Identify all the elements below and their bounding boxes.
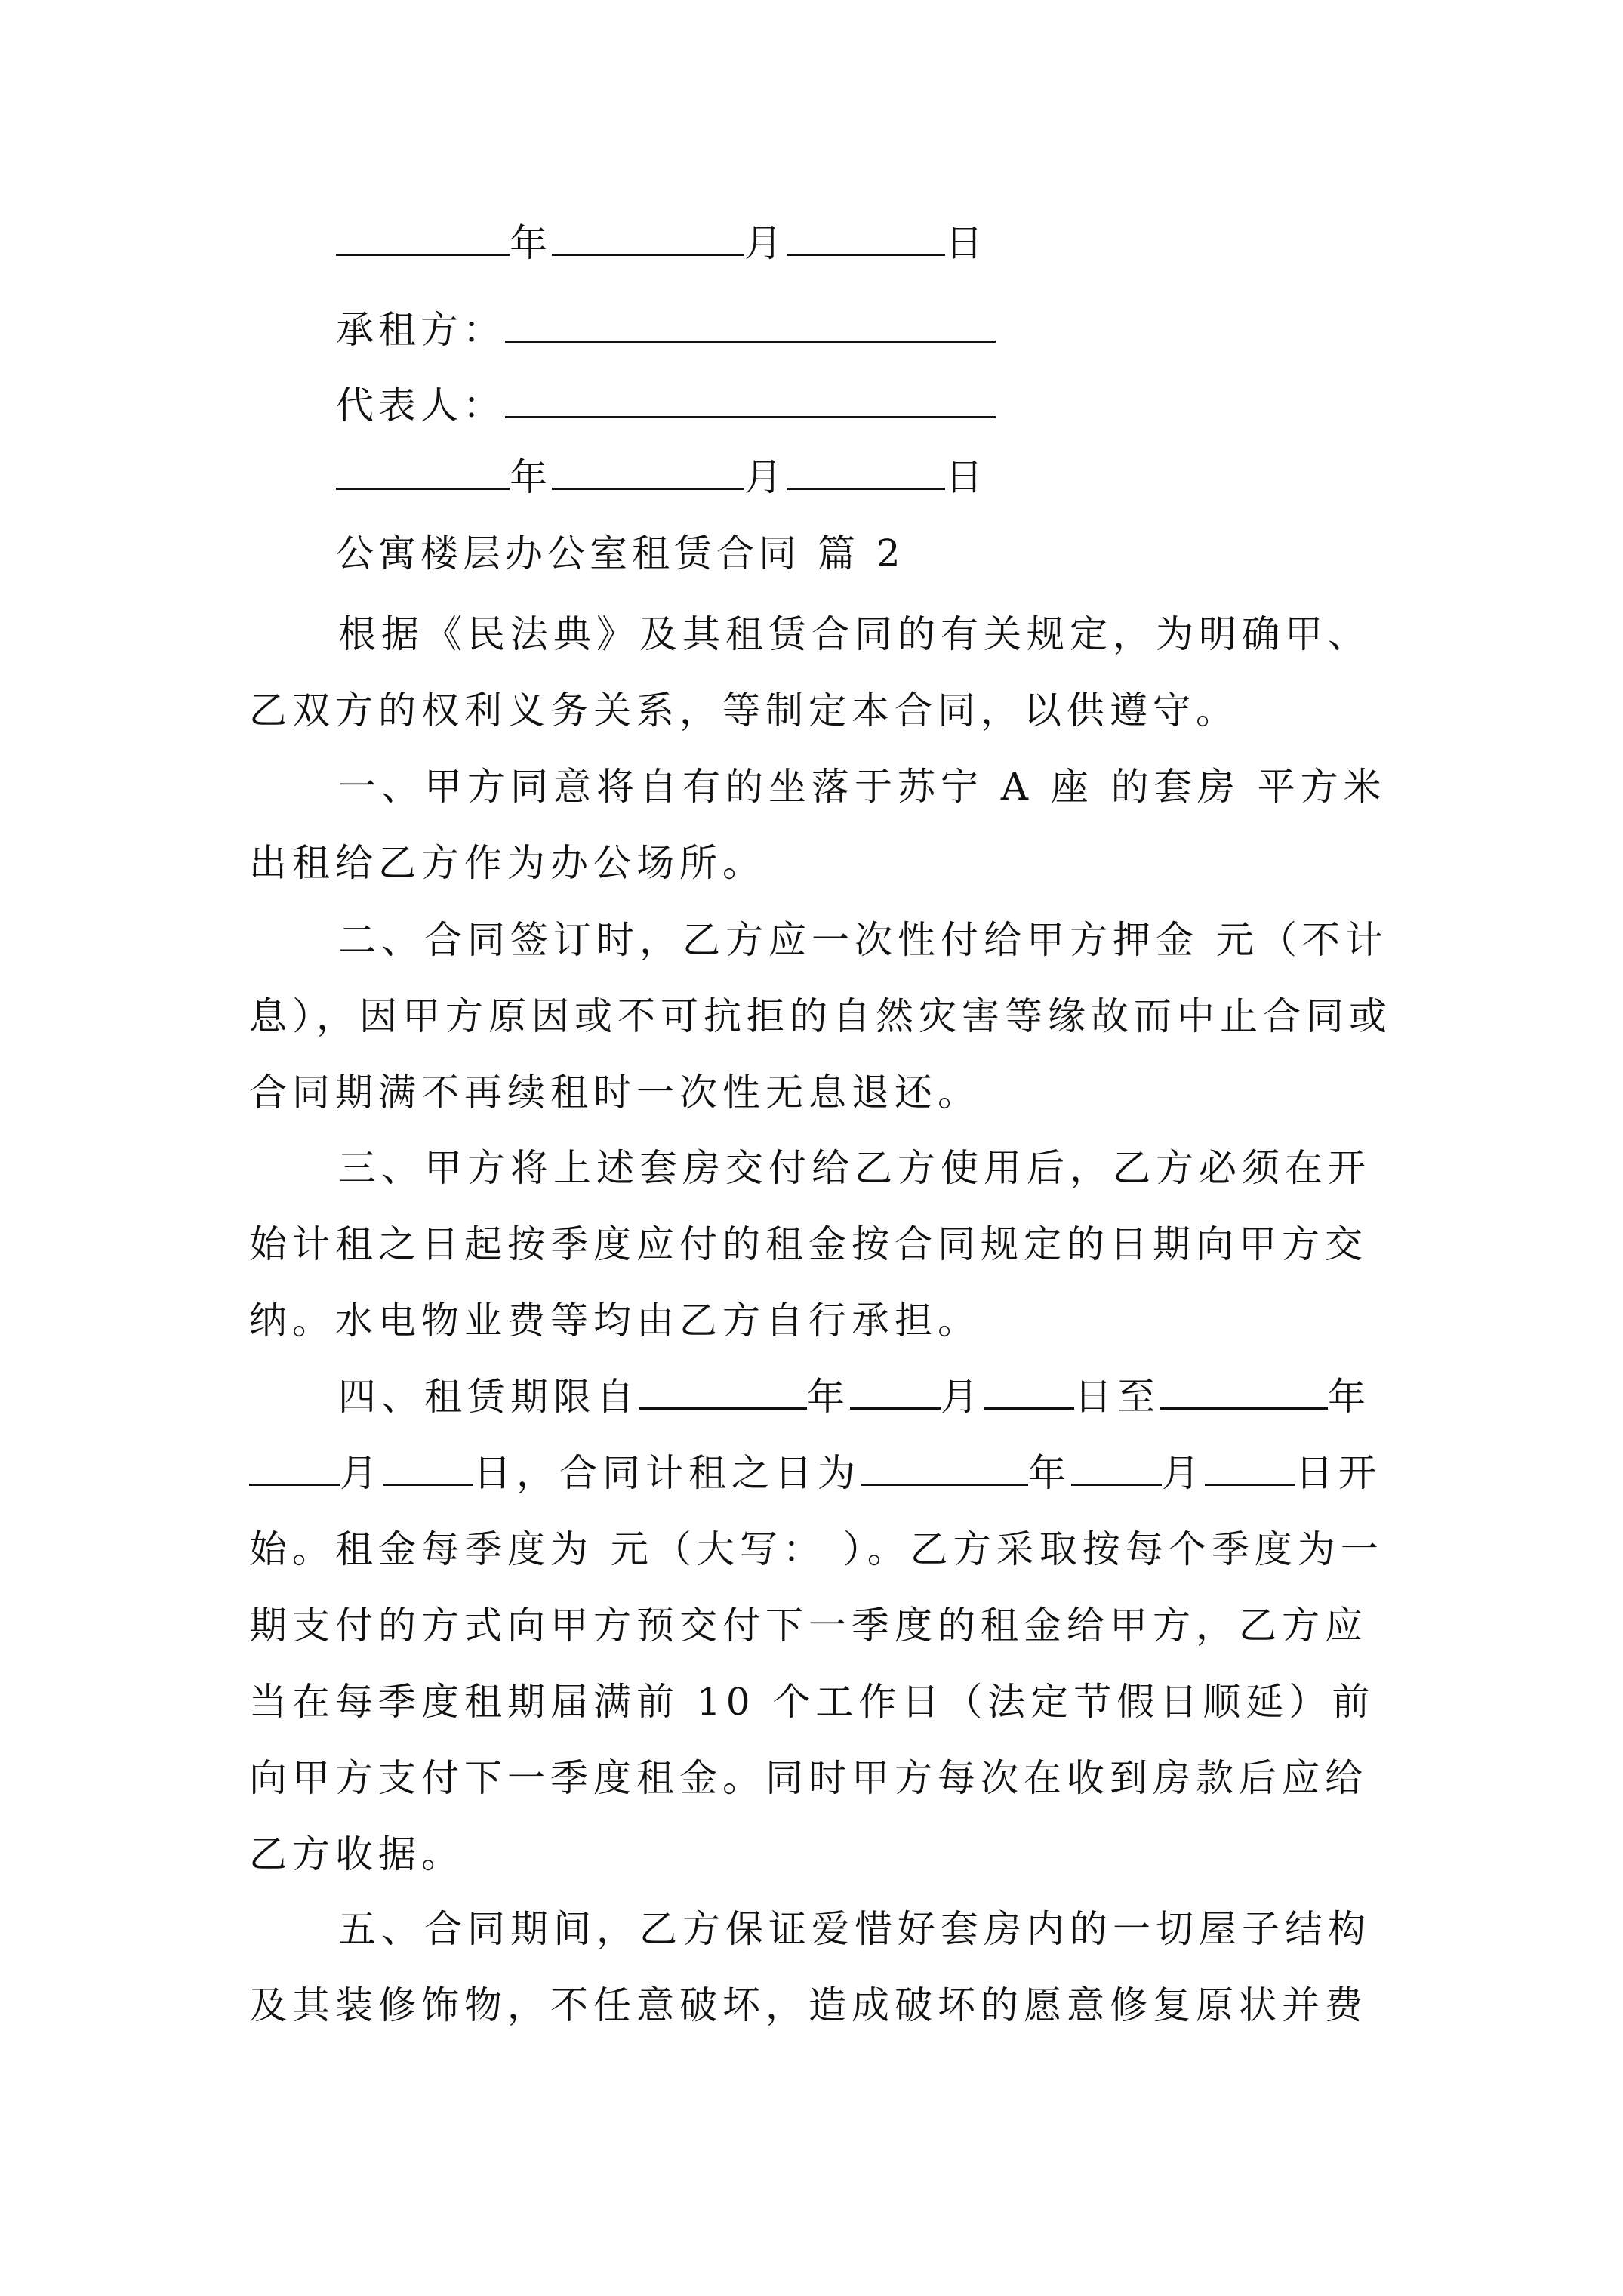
day-blank (787, 219, 945, 256)
year-blank (336, 453, 510, 490)
date-line-1 (336, 219, 987, 266)
start-month-blank (850, 1373, 941, 1410)
representative-label: 代表人： (336, 384, 505, 427)
rent-start-month-blank (1071, 1449, 1162, 1486)
end-year-blank (1160, 1373, 1328, 1410)
year-label: 年 (510, 221, 552, 265)
year-blank (336, 219, 510, 256)
rent-start-day-label: 日开 (1295, 1451, 1381, 1495)
day-blank (787, 453, 945, 490)
representative-line (336, 381, 996, 428)
clause-5: 五、合同期间，乙方保证爱惜好套房内的一切屋子结构及其装修饰物，不任意破坏，造成破坏的愿意修复原状并费 (249, 1907, 1371, 2027)
start-month-label: 月 (941, 1375, 984, 1419)
clause-4-start: 四、租赁期限自 (338, 1375, 639, 1419)
rent-start-day-blank (1205, 1449, 1295, 1486)
lessee-label: 承租方： (336, 308, 505, 352)
start-year-blank (639, 1373, 807, 1410)
end-day-blank (383, 1449, 473, 1486)
day-label: 日 (945, 221, 987, 265)
year-label: 年 (510, 455, 552, 499)
clause-3: 三、甲方将上述套房交付给乙方使用后，乙方必须在开始计租之日起按季度应付的租金按合同规定的日期向甲方交纳。水电物业费等均由乙方自行承担。 (249, 1146, 1371, 1342)
clause-4 (249, 1359, 1404, 1893)
start-year-label: 年 (807, 1375, 850, 1419)
end-month-label: 月 (340, 1451, 383, 1495)
clause-4-rest: 始。租金每季度为 元（大写： ）。乙方采取按每个季度为一期支付的方式向甲方预交付下一季度的租金给甲方，乙方应当在每季度租期届满前 10 个工作日（法定节假日顺延）前向甲方支付下一季度租金。同时甲方每次在收到房款后应给乙方收据。 (249, 1527, 1384, 1876)
intro-paragraph: 根据《民法典》及其租赁合同的有关规定，为明确甲、乙双方的权利义务关系，等制定本合同，以供遵守。 (249, 612, 1371, 732)
end-month-blank (249, 1449, 340, 1486)
end-day-label: 日，合同计租之日为 (473, 1451, 861, 1495)
month-blank (552, 453, 744, 490)
clause-1: 一、甲方同意将自有的坐落于苏宁 A 座 的套房 平方米出租给乙方作为办公场所。 (249, 765, 1387, 885)
clause-2: 二、合同签订时，乙方应一次性付给甲方押金 元（不计息），因甲方原因或不可抗拒的自然灾害等缘故而中止合同或合同期满不再续租时一次性无息退还。 (249, 918, 1392, 1114)
rent-start-year-label: 年 (1028, 1451, 1071, 1495)
rent-start-month-label: 月 (1162, 1451, 1205, 1495)
date-line-2 (336, 453, 987, 500)
day-label: 日 (945, 455, 987, 499)
month-blank (552, 219, 744, 256)
start-day-label: 日至 (1074, 1375, 1160, 1419)
lessee-blank (505, 306, 996, 343)
month-label: 月 (744, 221, 787, 265)
lessee-line (336, 306, 996, 353)
rent-start-year-blank (861, 1449, 1028, 1486)
month-label: 月 (744, 455, 787, 499)
start-day-blank (984, 1373, 1074, 1410)
end-year-label: 年 (1328, 1375, 1371, 1419)
representative-blank (505, 381, 996, 418)
section-title: 公寓楼层办公室租赁合同 篇 2 (336, 532, 905, 575)
